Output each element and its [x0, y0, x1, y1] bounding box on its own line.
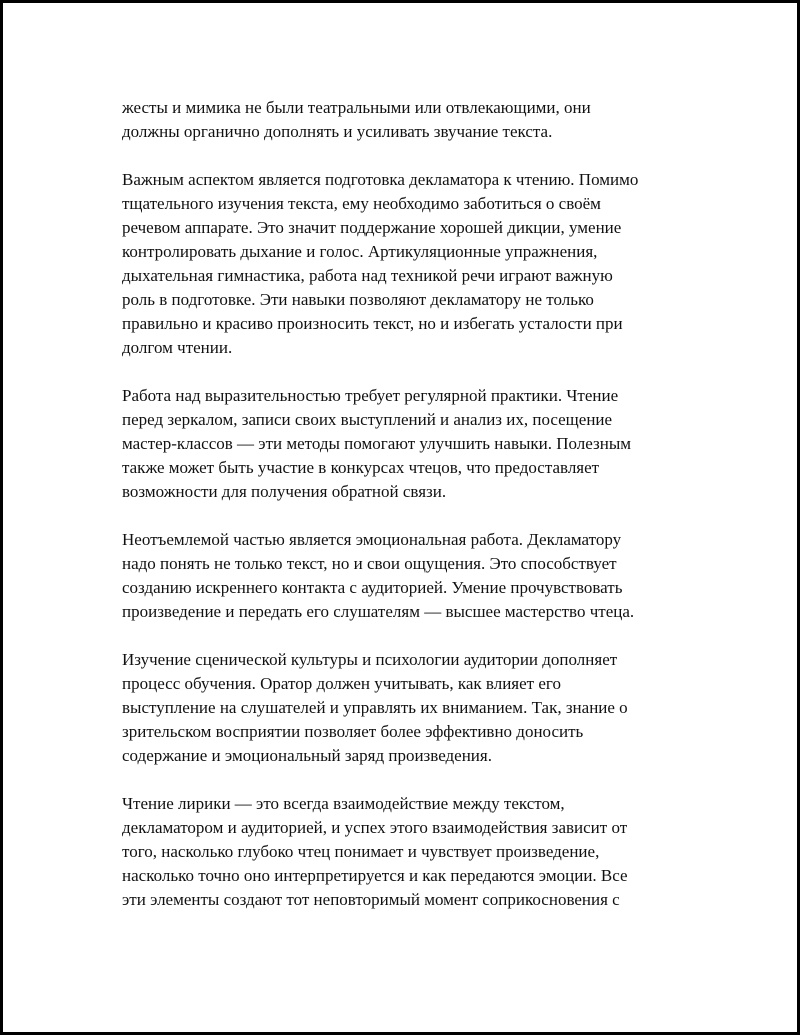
paragraph-5: [122, 648, 684, 768]
text-line: содержание и эмоциональный заряд произведения.: [122, 746, 492, 765]
text-line: долгом чтении.: [122, 338, 233, 357]
text-line: декламатором и аудиторией, и успех этого взаимодействия зависит от: [122, 818, 628, 837]
paragraph-3: [122, 384, 684, 504]
text-line: речевом аппарате. Это значит поддержание хорошей дикции, умение: [122, 218, 622, 237]
text-line: жесты и мимика не были театральными или отвлекающими, они: [122, 98, 591, 117]
text-line: Изучение сценической культуры и психологии аудитории дополняет: [122, 650, 618, 669]
text-line: Чтение лирики — это всегда взаимодействие между текстом,: [122, 794, 565, 813]
text-line: созданию искреннего контакта с аудиторией. Умение прочувствовать: [122, 578, 623, 597]
text-line: Неотъемлемой частью является эмоциональная работа. Декламатору: [122, 530, 622, 549]
text-line: эти элементы создают тот неповторимый момент соприкосновения с: [122, 890, 620, 909]
text-line: Важным аспектом является подготовка декламатора к чтению. Помимо: [122, 170, 639, 189]
text-line: возможности для получения обратной связи.: [122, 482, 447, 501]
text-line: процесс обучения. Оратор должен учитывать, как влияет его: [122, 674, 561, 693]
text-line: того, насколько глубоко чтец понимает и чувствует произведение,: [122, 842, 600, 861]
text-line: произведение и передать его слушателям — высшее мастерство чтеца.: [122, 602, 635, 621]
paragraph-6: [122, 792, 684, 912]
text-line: контролировать дыхание и голос. Артикуляционные упражнения,: [122, 242, 598, 261]
text-line: правильно и красиво произносить текст, но и избегать усталости при: [122, 314, 623, 333]
text-line: роль в подготовке. Эти навыки позволяют декламатору не только: [122, 290, 594, 309]
text-line: мастер-классов — эти методы помогают улучшить навыки. Полезным: [122, 434, 632, 453]
text-line: перед зеркалом, записи своих выступлений и анализ их, посещение: [122, 410, 613, 429]
text-line: тщательного изучения текста, ему необходимо заботиться о своём: [122, 194, 601, 213]
text-line: надо понять не только текст, но и свои ощущения. Это способствует: [122, 554, 617, 573]
text-line: Работа над выразительностью требует регулярной практики. Чтение: [122, 386, 619, 405]
text-line: выступление на слушателей и управлять их вниманием. Так, знание о: [122, 698, 628, 717]
text-line: насколько точно оно интерпретируется и как передаются эмоции. Все: [122, 866, 628, 885]
text-line: дыхательная гимнастика, работа над техникой речи играют важную: [122, 266, 613, 285]
document-body: [122, 96, 684, 936]
text-line: должны органично дополнять и усиливать звучание текста.: [122, 122, 553, 141]
paragraph-1: [122, 96, 684, 144]
text-line: также может быть участие в конкурсах чтецов, что предоставляет: [122, 458, 600, 477]
paragraph-4: [122, 528, 684, 624]
text-line: зрительском восприятии позволяет более эффективно доносить: [122, 722, 584, 741]
paragraph-2: [122, 168, 684, 360]
